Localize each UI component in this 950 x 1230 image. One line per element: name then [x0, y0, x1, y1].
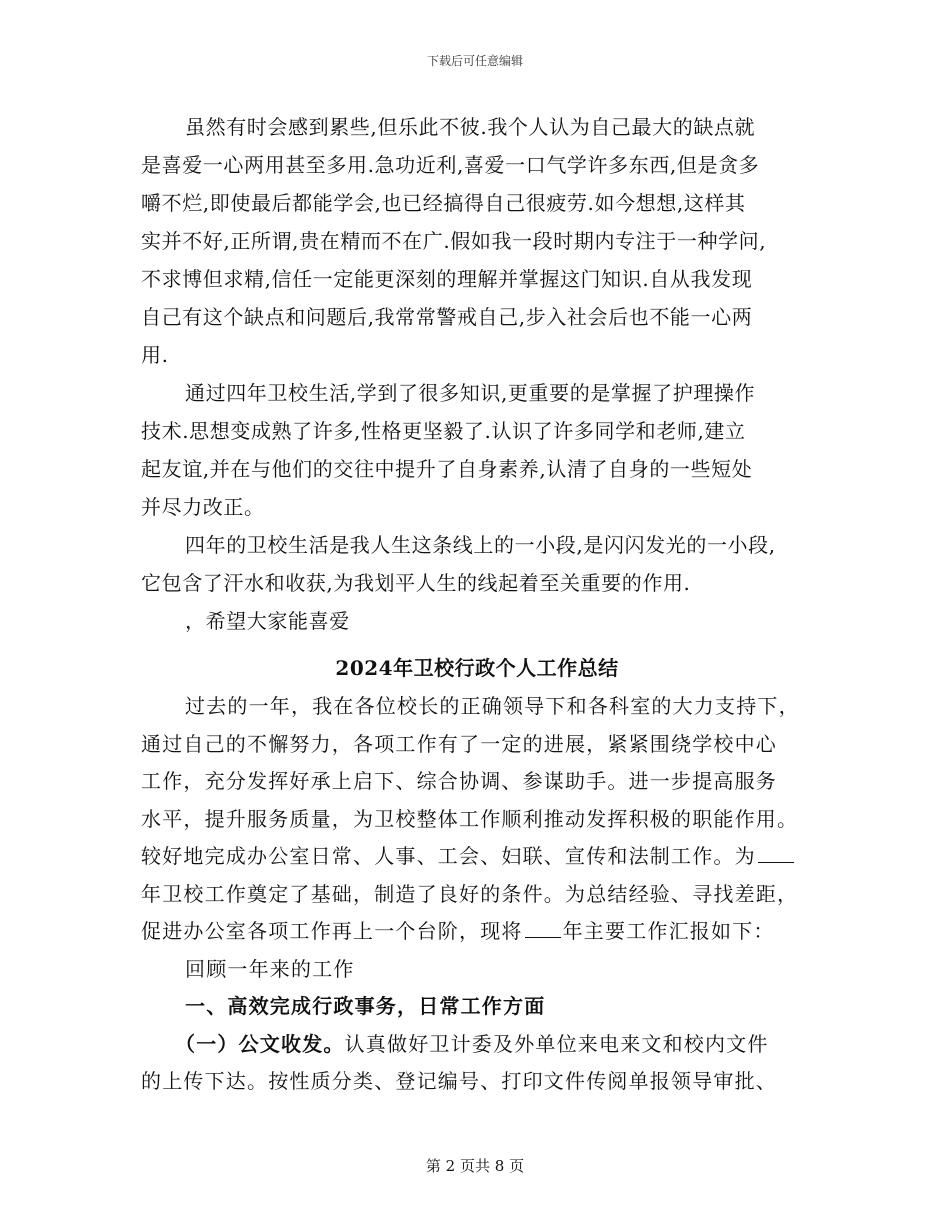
- summary-section: [141, 688, 813, 1101]
- paragraph: [141, 108, 813, 374]
- text-line: 并尽力改正。: [141, 495, 265, 519]
- text-line: 过去的一年，我在各位校长的正确领导下和各科室的大力支持下，: [185, 694, 800, 718]
- document-body: [141, 108, 813, 1101]
- text-line: 起友谊,并在与他们的交往中提升了自身素养,认清了自身的一些短处: [141, 457, 753, 481]
- text-line: 回顾一年来的工作: [185, 956, 355, 981]
- paragraph: [141, 602, 813, 640]
- text-line: ，希望大家能喜爱: [185, 609, 350, 633]
- text-line: 通过自己的不懈努力，各项工作有了一定的进展，紧紧围绕学校中心: [141, 731, 777, 756]
- text-line: 水平，提升服务质量，为卫校整体工作顺利推动发挥积极的职能作用。: [141, 806, 799, 831]
- text-run: 较好地完成办公室日常、人事、工会、妇联、宣传和法制工作。为: [141, 844, 756, 868]
- blank-underline: [525, 919, 561, 938]
- text-line: 它包含了汗水和收获,为我划平人生的线起着至关重要的作用.: [141, 571, 691, 595]
- section-heading: 一、高效完成行政事务，日常工作方面: [185, 994, 546, 1018]
- blank-underline: [758, 844, 794, 863]
- subheading: （一）公文收发。: [175, 1031, 345, 1056]
- text-line: 工作，充分发挥好承上启下、综合协调、参谋助手。进一步提高服务: [141, 769, 777, 793]
- essay-section: [141, 108, 813, 640]
- text-line: 实并不好,正所谓,贵在精而不在广.假如我一段时期内专注于一种学问,: [141, 229, 767, 253]
- page-header: 下载后可任意编辑: [426, 54, 523, 68]
- text-line: 虽然有时会感到累些,但乐此不彼.我个人认为自己最大的缺点就: [185, 115, 756, 139]
- text-line: 通过四年卫校生活,学到了很多知识,更重要的是掌握了护理操作: [185, 381, 756, 405]
- text-line: 四年的卫校生活是我人生这条线上的一小段,是闪闪发光的一小段,: [185, 533, 776, 557]
- document-title: 2024年卫校行政个人工作总结: [335, 656, 619, 680]
- text-line: 的上传下达。按性质分类、登记编号、打印文件传阅单报领导审批、: [141, 1069, 777, 1093]
- text-run: 促进办公室各项工作再上一个台阶，现将: [141, 919, 523, 943]
- text-line: 用.: [141, 343, 169, 367]
- text-run: 年主要工作汇报如下：: [562, 919, 775, 943]
- paragraph: [141, 1026, 813, 1101]
- text-line: 不求博但求精,信任一定能更深刻的理解并掌握这门知识.自从我发现: [141, 267, 753, 291]
- text-line: [141, 838, 813, 876]
- text-line: 年卫校工作奠定了基础，制造了良好的条件。为总结经验、寻找差距，: [141, 881, 799, 906]
- paragraph: [141, 374, 813, 526]
- text-line: 是喜爱一心两用甚至多用.急功近利,喜爱一口气学许多东西,但是贪多: [141, 153, 760, 177]
- page-footer: 第 2 页共 8 页: [425, 1157, 525, 1175]
- text-line: 技术.思想变成熟了许多,性格更坚毅了.认识了许多同学和老师,建立: [141, 419, 746, 443]
- text-line: [141, 1026, 813, 1064]
- text-line: 自己有这个缺点和问题后,我常常警戒自己,步入社会后也不能一心两: [141, 305, 753, 329]
- paragraph: [141, 688, 813, 951]
- paragraph: [141, 526, 813, 602]
- text-line: [141, 913, 813, 951]
- text-run: 认真做好卫计委及外单位来电来文和校内文件: [344, 1031, 769, 1056]
- text-line: 嚼不烂,即使最后都能学会,也已经搞得自己很疲劳.如今想想,这样其: [141, 191, 746, 215]
